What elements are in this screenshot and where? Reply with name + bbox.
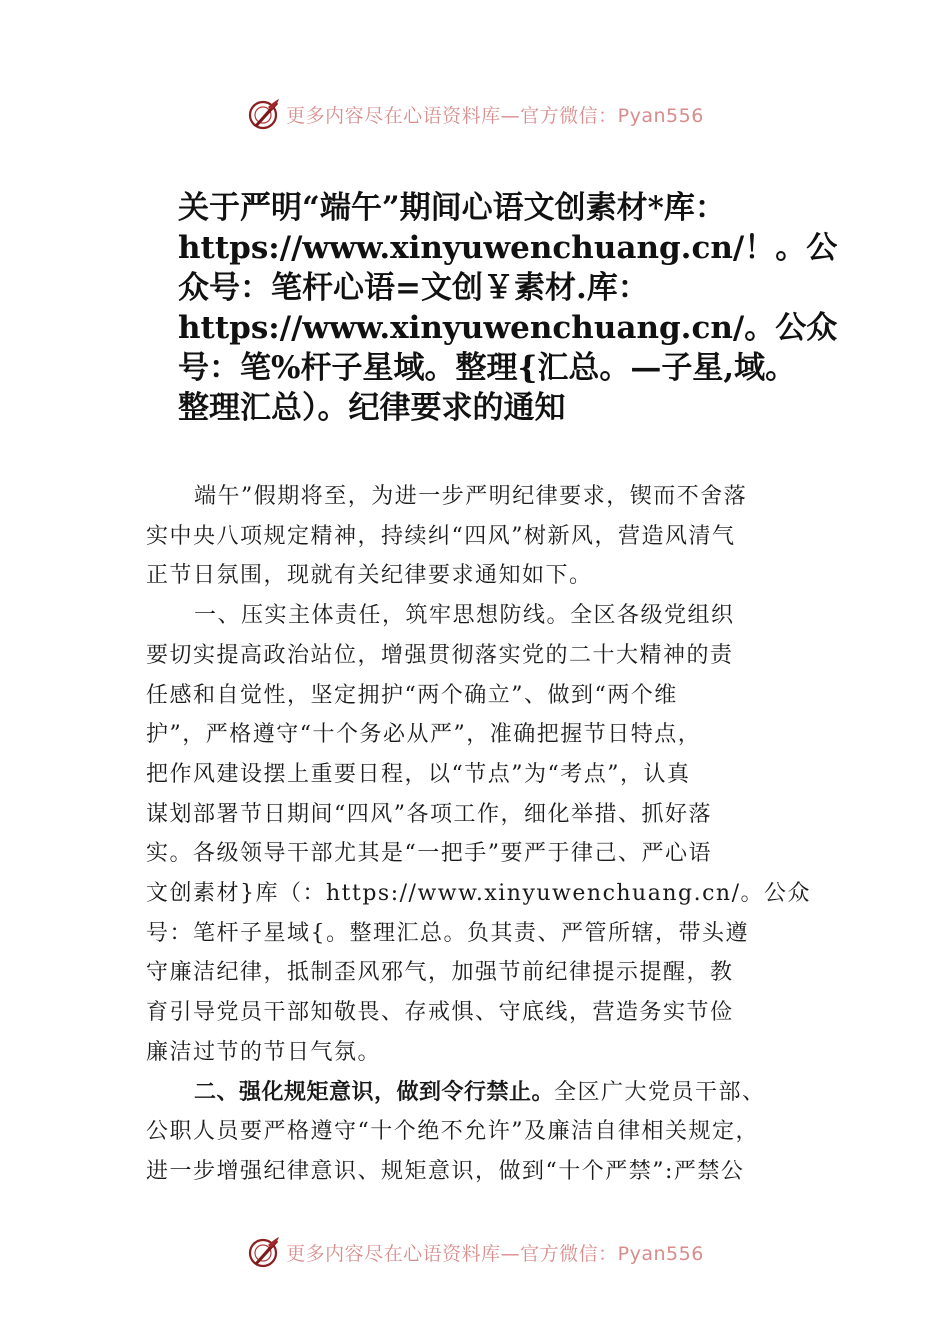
body-line: 正节日氛围，现就有关纪律要求通知如下。 bbox=[146, 563, 593, 589]
body-line: 要切实提高政治站位，增强贯彻落实党的二十大精神的责 bbox=[146, 642, 734, 668]
paragraph-section-1 bbox=[146, 596, 826, 1072]
document-body bbox=[146, 477, 826, 1192]
watermark-text: 更多内容尽在心语资料库—官方微信：Pyan556 bbox=[286, 1242, 704, 1265]
title-line: https://www.xinyuwenchuang.cn/。公众 bbox=[178, 310, 838, 346]
paragraph-intro bbox=[146, 477, 826, 596]
footer-watermark bbox=[0, 1230, 950, 1274]
body-line: 进一步增强纪律意识、规矩意识，做到“十个严禁”:严禁公 bbox=[146, 1158, 745, 1184]
quill-seal-icon bbox=[246, 96, 282, 132]
body-line: 任感和自觉性，坚定拥护“两个确立”、做到“两个维 bbox=[146, 682, 678, 708]
body-line: 廉洁过节的节日气氛。 bbox=[146, 1039, 382, 1065]
body-line: 谋划部署节日期间“四风”各项工作，细化举措、抓好落 bbox=[146, 801, 712, 827]
title-line: 关于严明“端午”期间心语文创素材*库： bbox=[178, 190, 726, 226]
body-line: 护”，严格遵守“十个务必从严”，准确把握节日特点， bbox=[146, 722, 702, 748]
body-line: 号：笔杆子星域{。整理汇总。负其责、严管所辖，带头遵 bbox=[146, 920, 749, 946]
title-line: 整理汇总）。纪律要求的通知 bbox=[178, 390, 566, 426]
body-line: 育引导党员干部知敬畏、存戒惧、守底线，营造务实节俭 bbox=[146, 1000, 734, 1026]
header-watermark bbox=[0, 92, 950, 136]
body-line: 文创素材}库（：https://www.xinyuwenchuang.cn/。公众 bbox=[146, 881, 811, 907]
body-line: 把作风建设摆上重要日程，以“节点”为“考点”，认真 bbox=[146, 761, 691, 787]
body-line: 实中央八项规定精神，持续纠“四风”树新风，营造风清气 bbox=[146, 523, 736, 549]
body-line bbox=[146, 1073, 826, 1113]
section-heading: 二、强化规矩意识，做到令行禁止。 bbox=[194, 1079, 555, 1105]
quill-seal-icon bbox=[246, 1234, 282, 1270]
body-line: 端午”假期将至，为进一步严明纪律要求，锲而不舍落 bbox=[194, 484, 748, 509]
document-title bbox=[178, 188, 878, 428]
body-line: 公职人员要严格遵守“十个绝不允许”及廉洁自律相关规定， bbox=[146, 1119, 759, 1145]
title-line: 号：笔%杆子星域。整理{汇总。—子星,域。 bbox=[178, 350, 797, 386]
title-line: 众号：笔杆心语=文创￥素材.库： bbox=[178, 270, 649, 306]
body-line: 守廉洁纪律，抵制歪风邪气，加强节前纪律提示提醒，教 bbox=[146, 960, 734, 986]
paragraph-section-2 bbox=[146, 1073, 826, 1192]
watermark-text: 更多内容尽在心语资料库—官方微信：Pyan556 bbox=[286, 104, 704, 127]
body-text: 全区广大党员干部、 bbox=[554, 1079, 766, 1105]
title-line: https://www.xinyuwenchuang.cn/！。公 bbox=[178, 230, 838, 266]
body-line: 实。各级领导干部尤其是“一把手”要严于律己、严心语 bbox=[146, 841, 712, 867]
body-line: 一、压实主体责任，筑牢思想防线。全区各级党组织 bbox=[194, 603, 735, 629]
